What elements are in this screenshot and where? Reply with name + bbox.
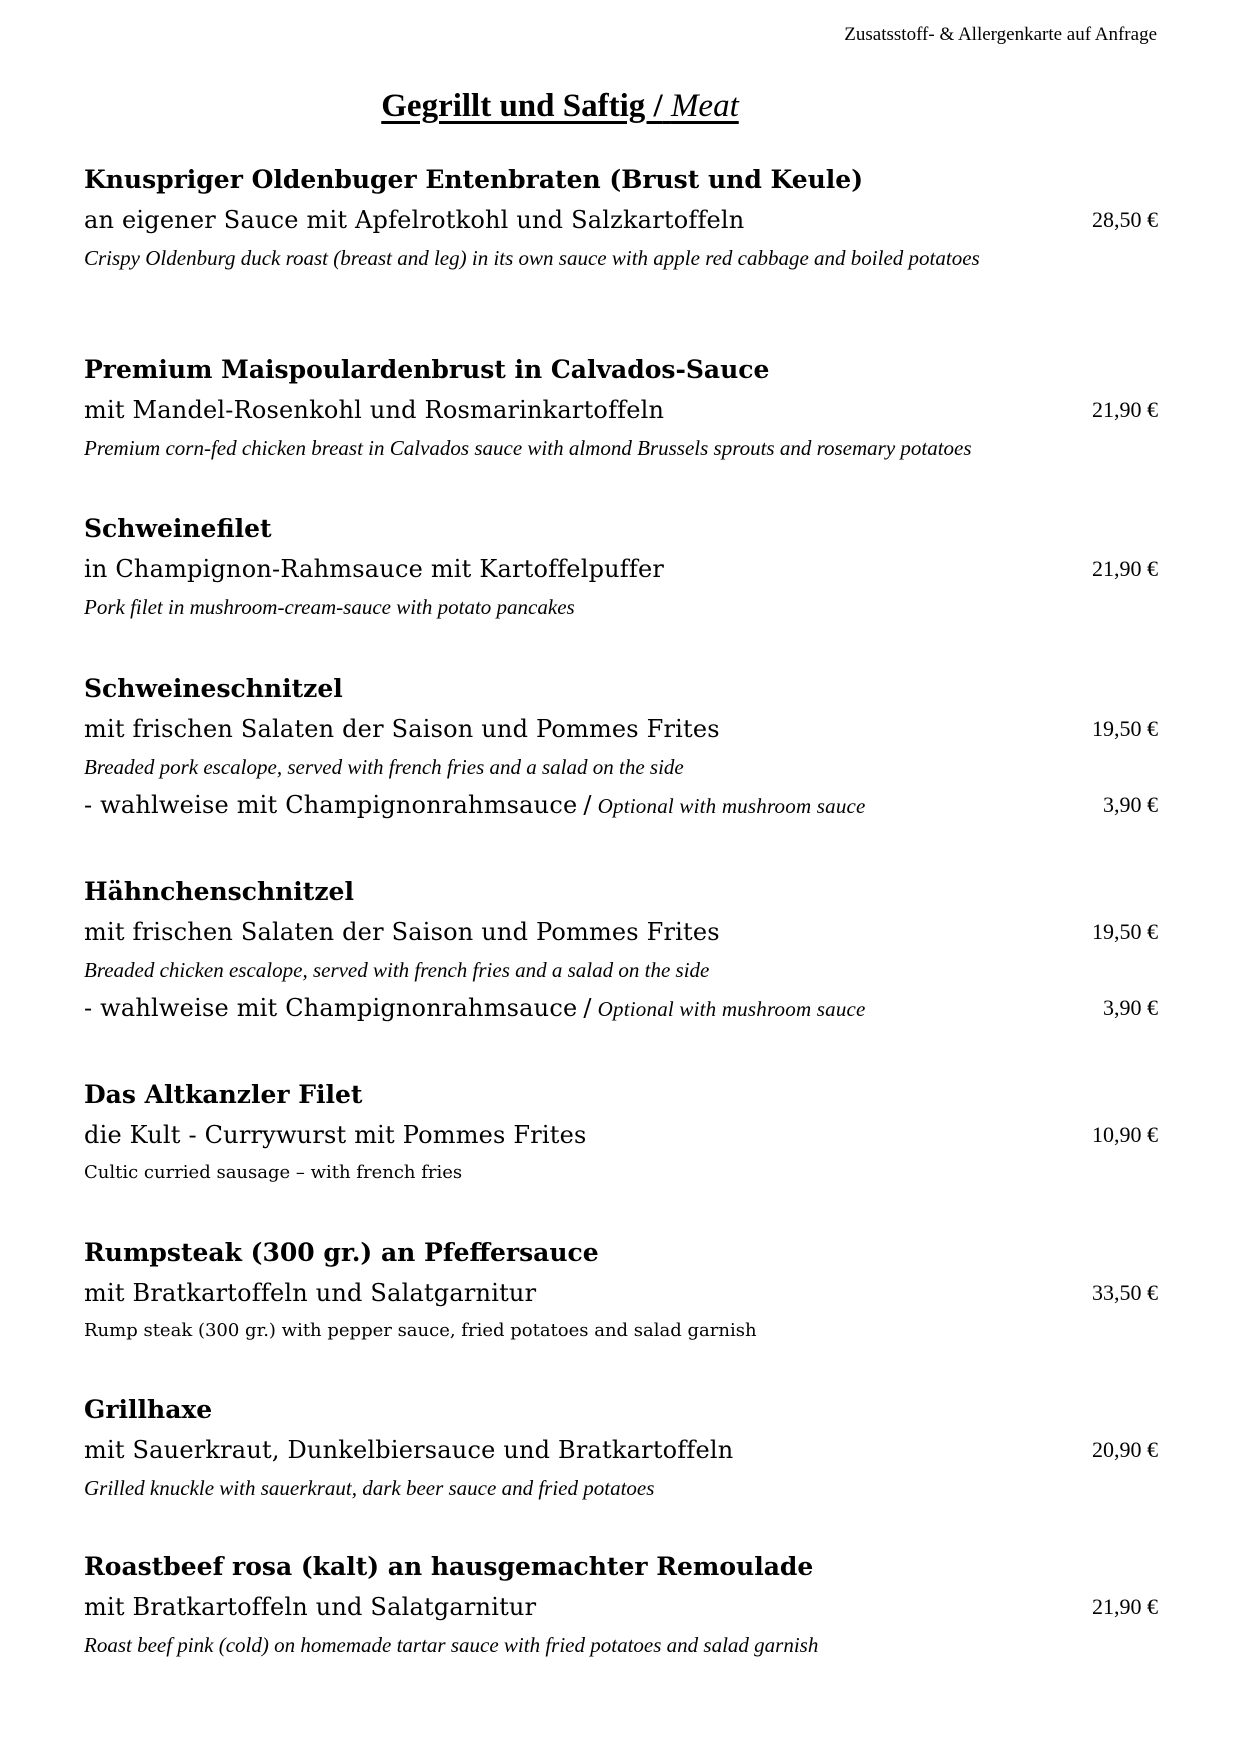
option-english: Optional with mushroom sauce — [597, 794, 866, 818]
item-price: 33,50 € — [1092, 1280, 1158, 1305]
item-desc-row — [84, 1584, 1158, 1630]
item-english: Cultic curried sausage – with french fries — [84, 1162, 463, 1183]
title-english: Meat — [670, 88, 739, 124]
item-desc-row — [84, 1112, 1158, 1158]
item-price: 10,90 € — [1092, 1122, 1158, 1147]
menu-item-chicken-breast — [84, 353, 1158, 463]
item-name: Roastbeef rosa (kalt) an hausgemachter Remoulade — [84, 1552, 814, 1581]
menu-item-pork-schnitzel — [84, 672, 1158, 828]
item-desc-row — [84, 909, 1158, 955]
item-price: 19,50 € — [1092, 716, 1158, 741]
item-desc: mit Bratkartoffeln und Salatgarnitur — [84, 1279, 537, 1307]
item-desc-row — [84, 706, 1158, 752]
page-title — [0, 88, 1120, 125]
item-desc-row — [84, 1270, 1158, 1316]
option-price: 3,90 € — [1103, 792, 1158, 817]
item-price: 21,90 € — [1092, 556, 1158, 581]
option-separator: / — [583, 994, 592, 1022]
allergen-note: Zusatsstoff- & Allergenkarte auf Anfrage — [844, 24, 1157, 45]
item-name: Grillhaxe — [84, 1395, 213, 1424]
item-name: Schweinefilet — [84, 514, 272, 543]
item-price: 20,90 € — [1092, 1437, 1158, 1462]
item-english: Breaded pork escalope, served with french fries and a salad on the side — [84, 755, 684, 779]
item-desc: mit Mandel-Rosenkohl und Rosmarinkartoffeln — [84, 396, 665, 424]
option-german: - wahlweise mit Champignonrahmsauce — [84, 994, 578, 1022]
menu-item-pork-filet — [84, 512, 1158, 622]
item-desc: mit frischen Salaten der Saison und Pommes Frites — [84, 918, 720, 946]
item-desc: in Champignon-Rahmsauce mit Kartoffelpuffer — [84, 555, 665, 583]
item-desc-row — [84, 387, 1158, 433]
item-option-row — [84, 782, 1158, 828]
option-german: - wahlweise mit Champignonrahmsauce — [84, 791, 578, 819]
item-english: Premium corn-fed chicken breast in Calvados sauce with almond Brussels sprouts and rosemary potatoes — [84, 436, 972, 460]
item-price: 21,90 € — [1092, 1594, 1158, 1619]
item-name: Hähnchenschnitzel — [84, 877, 354, 906]
item-price: 21,90 € — [1092, 397, 1158, 422]
item-english: Breaded chicken escalope, served with french fries and a salad on the side — [84, 958, 710, 982]
item-desc-row — [84, 197, 1158, 243]
item-name: Premium Maispoulardenbrust in Calvados-Sauce — [84, 355, 770, 384]
item-english: Rump steak (300 gr.) with pepper sauce, fried potatoes and salad garnish — [84, 1320, 757, 1341]
menu-item-duck — [84, 163, 1158, 273]
item-name: Schweineschnitzel — [84, 674, 343, 703]
item-desc: mit Sauerkraut, Dunkelbiersauce und Bratkartoffeln — [84, 1436, 734, 1464]
title-german: Gegrillt und Saftig / — [381, 88, 663, 124]
menu-item-currywurst — [84, 1078, 1158, 1188]
menu-item-chicken-schnitzel — [84, 875, 1158, 1031]
item-desc-row — [84, 546, 1158, 592]
item-option-row — [84, 985, 1158, 1031]
menu-item-rump-steak — [84, 1236, 1158, 1346]
option-price: 3,90 € — [1103, 995, 1158, 1020]
item-price: 19,50 € — [1092, 919, 1158, 944]
item-desc: mit Bratkartoffeln und Salatgarnitur — [84, 1593, 537, 1621]
item-name: Rumpsteak (300 gr.) an Pfeffersauce — [84, 1238, 599, 1267]
item-desc: mit frischen Salaten der Saison und Pommes Frites — [84, 715, 720, 743]
option-english: Optional with mushroom sauce — [597, 997, 866, 1021]
item-desc: an eigener Sauce mit Apfelrotkohl und Salzkartoffeln — [84, 206, 745, 234]
item-price: 28,50 € — [1092, 207, 1158, 232]
option-separator: / — [583, 791, 592, 819]
item-name: Knuspriger Oldenbuger Entenbraten (Brust und Keule) — [84, 165, 864, 194]
item-english: Roast beef pink (cold) on homemade tartar sauce with fried potatoes and salad garnish — [84, 1633, 819, 1657]
item-english: Grilled knuckle with sauerkraut, dark beer sauce and fried potatoes — [84, 1476, 655, 1500]
item-english: Pork filet in mushroom-cream-sauce with potato pancakes — [84, 595, 575, 619]
menu-item-roastbeef — [84, 1550, 1158, 1660]
item-english: Crispy Oldenburg duck roast (breast and leg) in its own sauce with apple red cabbage and boiled potatoes — [84, 246, 980, 270]
item-desc-row — [84, 1427, 1158, 1473]
item-name: Das Altkanzler Filet — [84, 1080, 363, 1109]
item-desc: die Kult - Currywurst mit Pommes Frites — [84, 1121, 587, 1149]
menu-item-grillhaxe — [84, 1393, 1158, 1503]
